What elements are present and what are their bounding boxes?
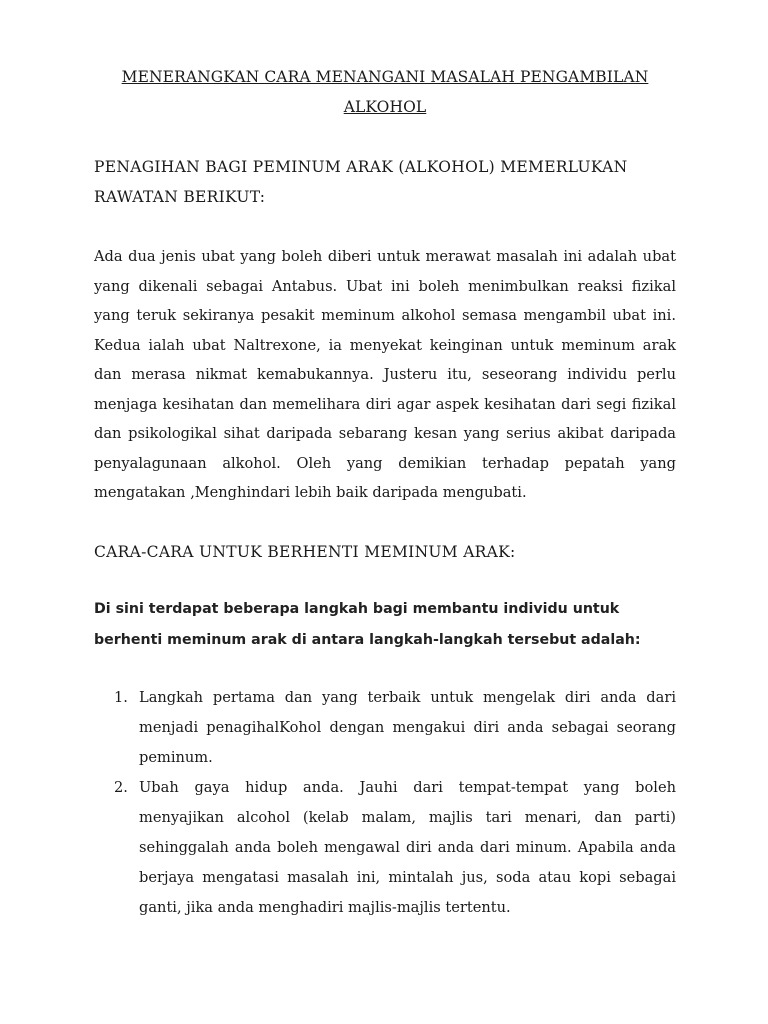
document-title-line-2: ALKOHOL bbox=[343, 98, 427, 116]
document-body bbox=[94, 62, 676, 923]
paragraph-treatment: Ada dua jenis ubat yang boleh diberi untuk merawat masalah ini adalah ubat yang dikenali sebagai Antabus. Ubat ini boleh menimbulkan reaksi fizikal yang teruk sekiranya pesakit meminum alkohol semasa mengambil ubat ini. Kedua ialah ubat Naltrexone, ia menyekat keinginan untuk meminum arak dan merasa nikmat kemabukannya. Justeru itu, seseorang individu perlu menjaga kesihatan dan memelihara diri agar aspek kesihatan dari segi fizikal dan psikologikal sihat daripada sebarang kesan yang serius akibat daripada penyalagunaan alkohol. Oleh yang demikian terhadap pepatah yang mengatakan ‚Menghindari lebih baik daripada mengubati. bbox=[94, 248, 676, 501]
section-heading-treatment: PENAGIHAN BAGI PEMINUM ARAK (ALKOHOL) MEMERLUKAN RAWATAN BERIKUT: bbox=[94, 158, 628, 206]
list-item-text: Langkah pertama dan yang terbaik untuk mengelak diri anda dari menjadi penagihalKohol dengan mengakui diri anda sebagai seorang peminum. bbox=[139, 688, 676, 766]
document-title bbox=[94, 62, 676, 122]
steps-intro: Di sini terdapat beberapa langkah bagi membantu individu untuk berhenti meminum arak di antara langkah-langkah tersebut adalah: bbox=[94, 600, 641, 648]
list-item bbox=[94, 773, 676, 923]
list-item-number: 1. bbox=[114, 688, 128, 706]
list-item-text: Ubah gaya hidup anda. Jauhi dari tempat-tempat yang boleh menyajikan alcohol (kelab malam, majlis tari menari, dan parti) sehinggalah anda boleh mengawal diri anda dari minum. Apabila anda berjaya mengatasi masalah ini, mintalah jus, soda atau kopi sebagai ganti, jika anda menghadiri majlis-majlis tertentu. bbox=[139, 778, 676, 916]
list-item-number: 2. bbox=[114, 778, 128, 796]
list-item bbox=[94, 683, 676, 773]
steps-list bbox=[94, 683, 676, 923]
document-title-line-1: MENERANGKAN CARA MENANGANI MASALAH PENGAMBILAN bbox=[121, 68, 649, 86]
section-heading-ways-to-stop: CARA-CARA UNTUK BERHENTI MEMINUM ARAK: bbox=[94, 542, 516, 561]
